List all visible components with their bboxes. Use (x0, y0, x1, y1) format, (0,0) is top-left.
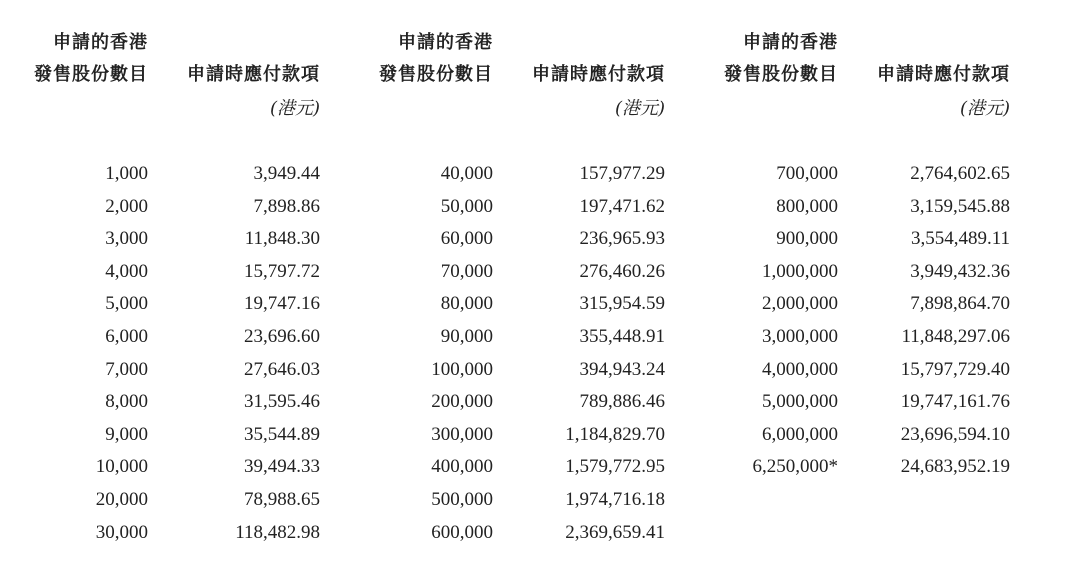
table-cell: 2,369,659.41 (565, 521, 665, 543)
table-cell: 276,460.26 (579, 260, 665, 282)
table-cell: 1,000 (105, 163, 148, 184)
table-cell: 27,646.03 (244, 358, 320, 380)
unit-label-3: (港元) (959, 98, 1010, 119)
table-cell: 2,000,000 (762, 293, 838, 315)
shares-header-1 (34, 27, 148, 91)
table-cell: 1,579,772.95 (565, 456, 665, 478)
table-cell: 80,000 (440, 293, 493, 315)
amount-header-1: 申請時應付款項 (187, 64, 320, 85)
table-cell: 7,898.86 (253, 195, 320, 217)
shares-header-line-2: 發售股份數目 (379, 64, 493, 85)
table-cell: 118,482.98 (235, 521, 320, 543)
table-cell: 5,000,000 (762, 391, 838, 413)
table-cell: 900,000 (776, 228, 838, 250)
table-cell: 23,696.60 (244, 325, 320, 347)
table-cell: 4,000 (105, 260, 148, 282)
table-cell: 1,000,000 (762, 260, 838, 282)
table-cell: 5,000 (105, 293, 148, 315)
amounts-column-3 (901, 158, 1010, 484)
table-cell: 50,000 (440, 195, 493, 217)
table-cell: 789,886.46 (579, 391, 665, 413)
table-cell: 19,747.16 (244, 293, 320, 315)
table-cell: 78,988.65 (244, 488, 320, 510)
table-cell: 1,974,716.18 (565, 488, 665, 510)
table-cell: 40,000 (440, 163, 493, 184)
table-cell: 39,494.33 (244, 456, 320, 478)
table-cell: 23,696,594.10 (900, 423, 1010, 445)
shares-column-3 (753, 158, 839, 484)
shares-header-line-1: 申請的香港 (398, 32, 493, 53)
table-cell: 6,000 (105, 325, 148, 347)
table-cell: 315,954.59 (579, 293, 665, 315)
shares-header-3 (724, 27, 838, 91)
table-cell: 30,000 (95, 521, 148, 543)
table-cell: 35,544.89 (244, 423, 320, 445)
table-cell: 3,000 (105, 228, 148, 250)
table-cell: 2,000 (105, 195, 148, 217)
table-cell: 19,747,161.76 (900, 391, 1010, 413)
shares-header-line-2: 發售股份數目 (34, 64, 148, 85)
table-cell: 3,949.44 (253, 163, 320, 184)
table-cell: 9,000 (105, 423, 148, 445)
table-cell: 4,000,000 (762, 358, 838, 380)
table-cell: 355,448.91 (579, 325, 665, 347)
shares-column-2 (431, 158, 493, 549)
table-cell: 6,250,000* (752, 456, 838, 478)
table-cell: 11,848,297.06 (901, 325, 1010, 347)
table-cell: 100,000 (431, 358, 493, 380)
amounts-column-1 (235, 158, 320, 549)
table-cell: 2,764,602.65 (910, 163, 1010, 184)
table-cell: 157,977.29 (579, 163, 665, 184)
table-cell: 400,000 (431, 456, 493, 478)
table-cell: 7,898,864.70 (910, 293, 1010, 315)
table-cell: 70,000 (440, 260, 493, 282)
amounts-column-2 (565, 158, 665, 549)
unit-label-1: (港元) (269, 98, 320, 119)
table-cell: 3,949,432.36 (910, 260, 1010, 282)
table-cell: 7,000 (105, 358, 148, 380)
table-cell: 15,797,729.40 (900, 358, 1010, 380)
table-cell: 300,000 (431, 423, 493, 445)
table-cell: 197,471.62 (579, 195, 665, 217)
shares-header-2 (379, 27, 493, 91)
table-cell: 15,797.72 (244, 260, 320, 282)
table-cell: 500,000 (431, 488, 493, 510)
table-cell: 10,000 (95, 456, 148, 478)
amount-header-3: 申請時應付款項 (877, 64, 1010, 85)
table-cell: 1,184,829.70 (565, 423, 665, 445)
table-cell: 800,000 (776, 195, 838, 217)
table-cell: 200,000 (431, 391, 493, 413)
table-cell: 8,000 (105, 391, 148, 413)
shares-header-line-1: 申請的香港 (743, 32, 838, 53)
unit-label-2: (港元) (614, 98, 665, 119)
table-cell: 20,000 (95, 488, 148, 510)
table-cell: 90,000 (440, 325, 493, 347)
shares-header-line-1: 申請的香港 (53, 32, 148, 53)
amount-header-2: 申請時應付款項 (532, 64, 665, 85)
shares-header-line-2: 發售股份數目 (724, 64, 838, 85)
table-cell: 60,000 (440, 228, 493, 250)
table-cell: 394,943.24 (579, 358, 665, 380)
shares-column-1 (96, 158, 148, 549)
table-cell: 3,000,000 (762, 325, 838, 347)
table-cell: 6,000,000 (762, 423, 838, 445)
table-cell: 11,848.30 (244, 228, 320, 250)
table-cell: 3,159,545.88 (910, 195, 1010, 217)
table-cell: 236,965.93 (579, 228, 665, 250)
table-cell: 700,000 (776, 163, 838, 184)
table-cell: 600,000 (431, 521, 493, 543)
table-cell: 31,595.46 (244, 391, 320, 413)
table-cell: 24,683,952.19 (900, 456, 1010, 478)
table-cell: 3,554,489.11 (910, 228, 1010, 250)
